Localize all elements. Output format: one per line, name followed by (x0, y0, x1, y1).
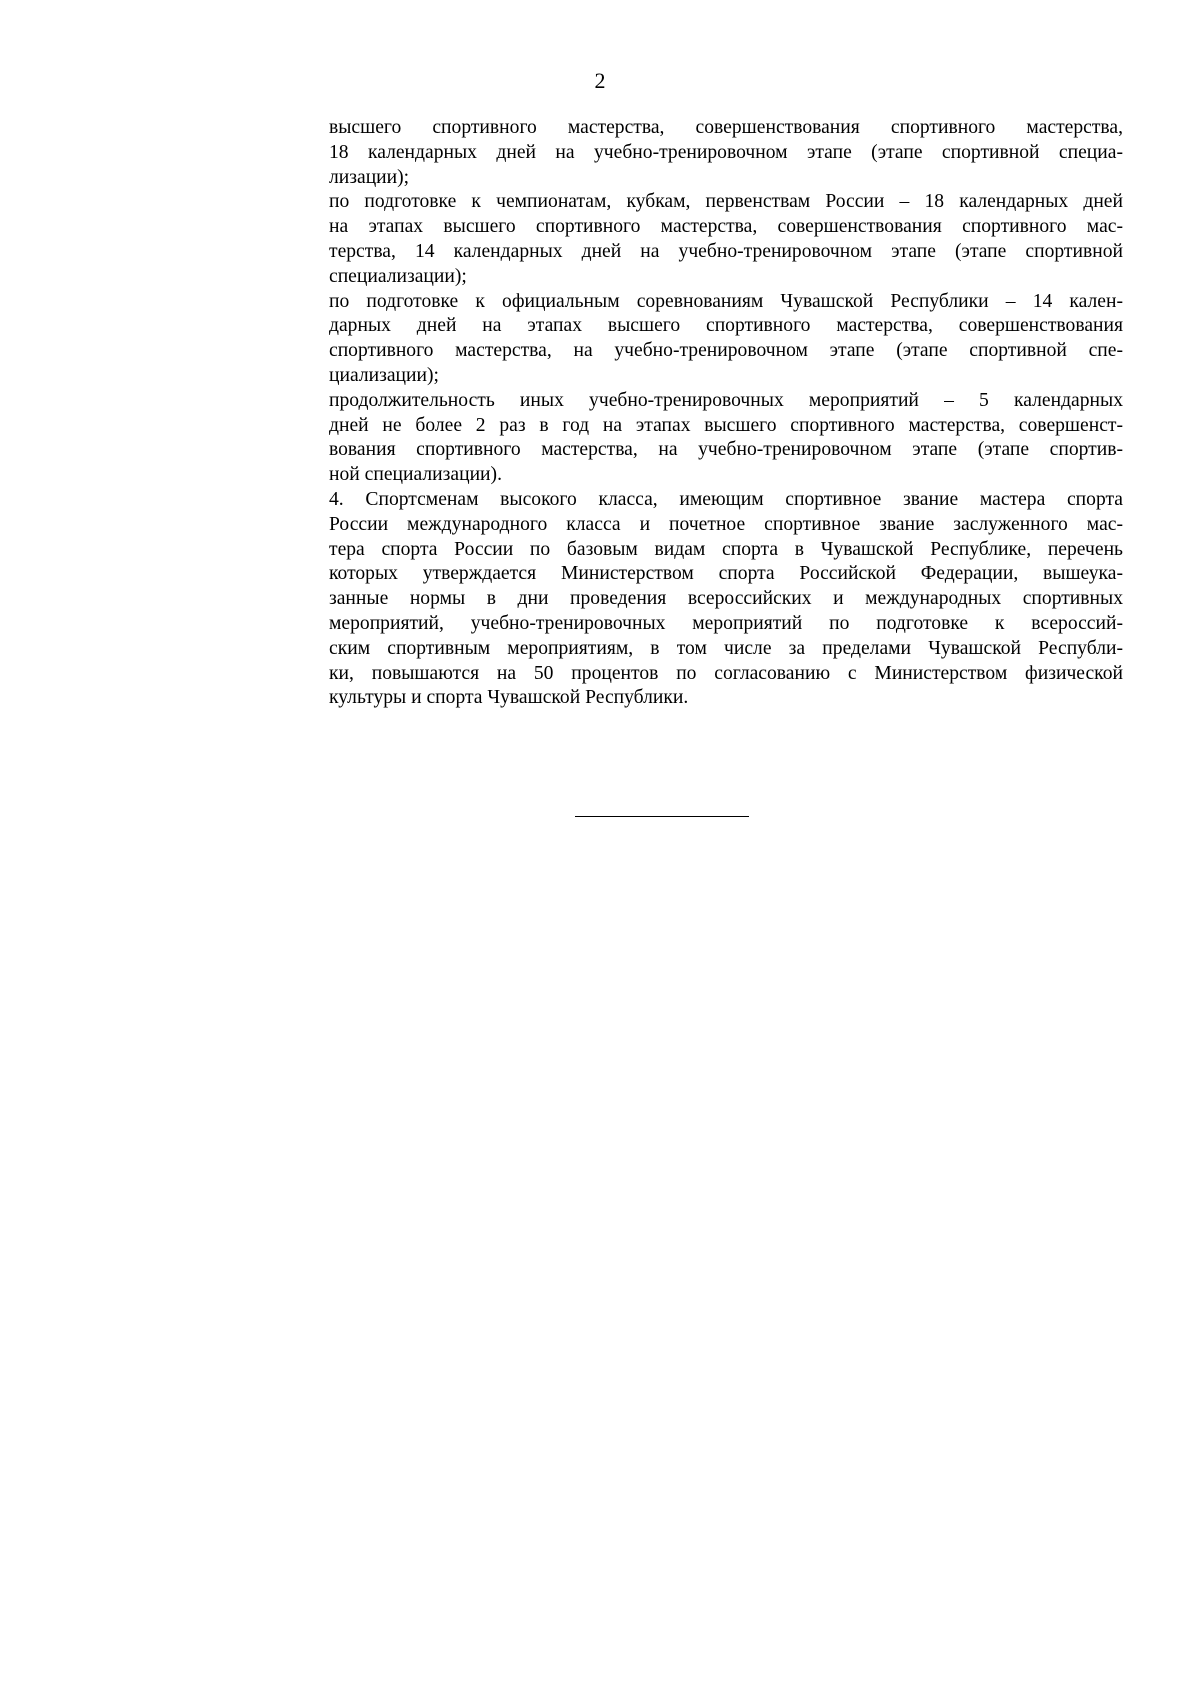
text-line: вования спортивного мастерства, на учебно-тренировочном этапе (этапе спортив- (329, 439, 1123, 461)
paragraph-3 (329, 290, 1123, 389)
paragraph-2 (329, 190, 1123, 289)
text-line: лизации); (329, 166, 410, 188)
text-line: дарных дней на этапах высшего спортивного мастерства, совершенствования (329, 315, 1123, 337)
text-line: дней не более 2 раз в год на этапах высшего спортивного мастерства, совершенст- (329, 414, 1123, 436)
text-line: ским спортивным мероприятиям, в том числе за пределами Чувашской Республи- (329, 637, 1123, 659)
text-line: которых утверждается Министерством спорта Российской Федерации, вышеука- (329, 563, 1123, 585)
text-line: специализации); (329, 265, 467, 287)
text-line: 4. Спортсменам высокого класса, имеющим спортивное звание мастера спорта (329, 488, 1123, 510)
end-of-document-rule (575, 816, 749, 817)
paragraph-4 (329, 389, 1123, 488)
document-body (329, 116, 1123, 711)
page-number: 2 (594, 68, 606, 93)
text-line: циализации); (329, 364, 439, 386)
text-line: по подготовке к чемпионатам, кубкам, первенствам России – 18 календарных дней (329, 191, 1123, 213)
text-line: России международного класса и почетное спортивное звание заслуженного мас- (329, 513, 1123, 535)
paragraph-5 (329, 488, 1123, 711)
text-line: ной специализации). (329, 464, 502, 486)
text-line: по подготовке к официальным соревнованиям Чувашской Республики – 14 кален- (329, 290, 1123, 312)
text-line: мероприятий, учебно-тренировочных мероприятий по подготовке к всероссий- (329, 612, 1123, 634)
text-line: тера спорта России по базовым видам спорта в Чувашской Республике, перечень (329, 538, 1123, 560)
text-line: 18 календарных дней на учебно-тренировочном этапе (этапе спортивной специа- (329, 141, 1123, 163)
text-line: продолжительность иных учебно-тренировочных мероприятий – 5 календарных (329, 389, 1123, 411)
text-line: спортивного мастерства, на учебно-тренировочном этапе (этапе спортивной спе- (329, 340, 1123, 362)
paragraph-1 (329, 116, 1123, 190)
text-line: высшего спортивного мастерства, совершенствования спортивного мастерства, (329, 117, 1123, 138)
text-line: культуры и спорта Чувашской Республики. (329, 687, 689, 709)
text-line: терства, 14 календарных дней на учебно-тренировочном этапе (этапе спортивной (329, 240, 1123, 262)
text-line: занные нормы в дни проведения всероссийских и международных спортивных (329, 588, 1123, 610)
text-line: на этапах высшего спортивного мастерства, совершенствования спортивного мас- (329, 216, 1123, 238)
text-line: ки, повышаются на 50 процентов по согласованию с Министерством физической (329, 662, 1123, 684)
